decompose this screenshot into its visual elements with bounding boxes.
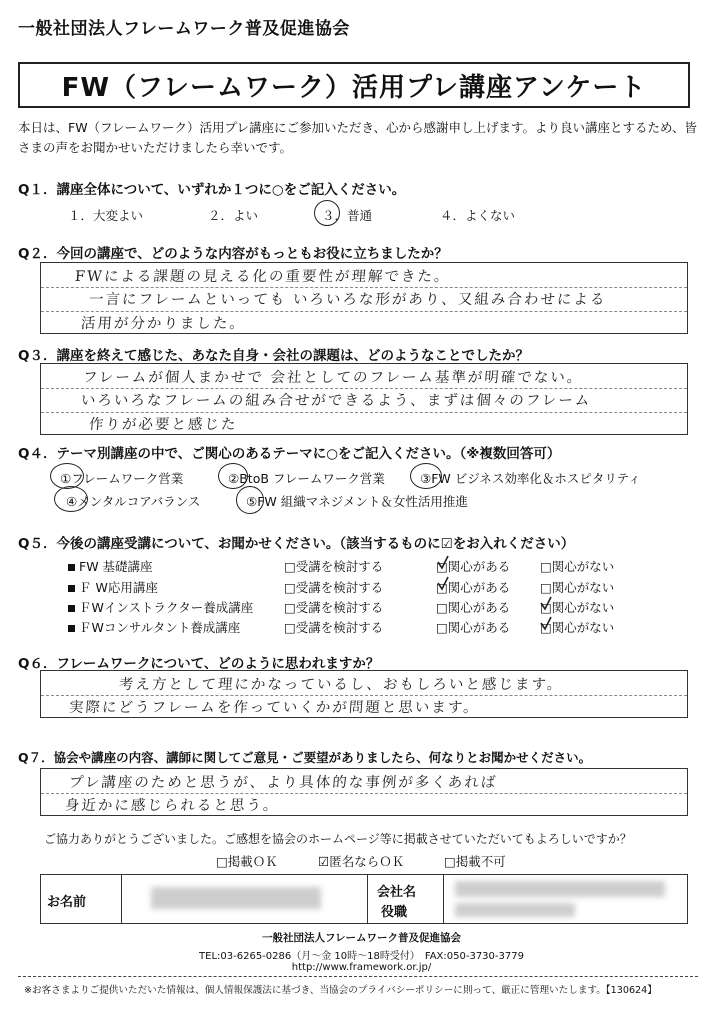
q5-row-4-course: ＦWコンサルタント養成講座 bbox=[68, 618, 240, 636]
check-mark-row-3 bbox=[541, 597, 551, 609]
organization-name: 一般社団法人フレームワーク普及促進協会 bbox=[18, 19, 350, 39]
company-label: 会社名 bbox=[377, 885, 417, 900]
q5-row-4-consider[interactable]: □受講を検討する bbox=[284, 620, 384, 635]
q2-question: Q２．今回の講座で、どのような内容がもっともお役に立ちましたか？ bbox=[18, 246, 448, 262]
q4-theme-1[interactable]: ①フレームワーク営業 bbox=[60, 471, 184, 486]
q1-question: Q１．講座全体について、いずれか１つに○をご記入ください。 bbox=[18, 182, 406, 198]
q2-answer-line-3: 活用が分かりました。 bbox=[80, 316, 247, 332]
company-redacted[interactable] bbox=[455, 881, 665, 897]
check-mark-row-2 bbox=[438, 577, 448, 589]
q5-row-1-consider[interactable]: □受講を検討する bbox=[284, 559, 384, 574]
consent-option-no[interactable]: □掲載不可 bbox=[444, 854, 506, 869]
q4-question: Q４．テーマ別講座の中で、ご関心のあるテーマに○をご記入ください。（※複数回答可） bbox=[18, 446, 561, 462]
footer-url[interactable]: http://www.framework.or.jp/ bbox=[291, 962, 432, 973]
q5-row-2-nointerest[interactable]: □関心がない bbox=[540, 580, 615, 595]
q6-answer-line-2: 実際にどうフレームを作っていくかが問題と思います。 bbox=[68, 700, 481, 716]
q6-answer-box[interactable] bbox=[40, 670, 688, 718]
q4-theme-5[interactable]: ⑤FW 組織マネジメント＆女性活用推進 bbox=[246, 494, 468, 509]
q7-answer-line-2: 身近かに感じられると思う。 bbox=[64, 798, 280, 814]
q2-answer-line-2: 一言にフレームといっても いろいろな形があり、又組み合わせによる bbox=[88, 292, 607, 308]
footer-privacy-note: ※お客さまよりご提供いただいた情報は、個人情報保護法に基づき、当協会のプライバシーポリシーに則って、厳正に管理いたします。【130624】 bbox=[24, 985, 657, 996]
check-mark-row-4 bbox=[541, 617, 551, 629]
q4-theme-2[interactable]: ②BtoB フレームワーク営業 bbox=[228, 471, 385, 486]
role-redacted[interactable] bbox=[455, 903, 575, 917]
q5-row-4-nointerest[interactable]: □関心がない bbox=[540, 620, 615, 635]
q3-question: Q３．講座を終えて感じた、あなた自身・会社の課題は、どのようなことでしたか？ bbox=[18, 348, 529, 364]
q6-question: Q６．フレームワークについて、どのように思われますか？ bbox=[18, 656, 380, 672]
q5-row-2-course: Ｆ W応用講座 bbox=[68, 578, 158, 596]
q4-theme-4[interactable]: ④メンタルコアバランス bbox=[66, 494, 201, 509]
q1-option-2[interactable]: ２．よい bbox=[208, 208, 259, 223]
q5-row-3-interest[interactable]: □関心がある bbox=[436, 600, 511, 615]
survey-title-text: FW（フレームワーク）活用プレ講座アンケート bbox=[61, 72, 647, 103]
q3-answer-line-2: いろいろなフレームの組み合せができるよう、まずは個々のフレーム bbox=[80, 393, 592, 409]
q6-answer-line-1: 考え方として理にかなっているし、おもしろいと感じます。 bbox=[118, 677, 564, 693]
q5-row-3-course: ＦWインストラクター養成講座 bbox=[68, 598, 253, 616]
consent-option-ok[interactable]: □掲載ＯＫ bbox=[216, 854, 278, 869]
footer-org: 一般社団法人フレームワーク普及促進協会 bbox=[261, 932, 462, 944]
check-mark-row-1 bbox=[438, 556, 448, 568]
consent-checked-mark: ☑ bbox=[318, 854, 330, 869]
q7-answer-box[interactable] bbox=[40, 768, 688, 816]
q5-row-3-nointerest[interactable]: □関心がない bbox=[540, 600, 615, 615]
consent-option-anonymous[interactable]: ☑匿名ならＯＫ bbox=[318, 854, 405, 869]
q7-question: Q７．協会や講座の内容、講師に関してご意見・ご要望がありましたら、何なりとお聞かせください。 bbox=[18, 750, 592, 765]
q2-answer-line-1: FWによる課題の見える化の重要性が理解できた。 bbox=[74, 269, 451, 285]
q3-answer-line-1: フレームが個人まかせで 会社としてのフレーム基準が明確でない。 bbox=[82, 370, 584, 386]
q5-row-1-course: FW 基礎講座 bbox=[68, 557, 153, 575]
name-label: お名前 bbox=[47, 895, 87, 910]
q7-answer-line-1: プレ講座のためと思うが、より具体的な事例が多くあれば bbox=[68, 775, 498, 791]
consent-question: ご協力ありがとうございました。ご感想を協会のホームページ等に掲載させていただいてもよろしいですか？ bbox=[44, 832, 632, 846]
q5-row-2-interest[interactable]: □関心がある bbox=[436, 580, 511, 595]
q4-theme-3[interactable]: ③FW ビジネス効率化＆ホスピタリティ bbox=[420, 471, 641, 486]
q5-row-2-consider[interactable]: □受講を検討する bbox=[284, 580, 384, 595]
q1-option-4[interactable]: ４．よくない bbox=[440, 208, 516, 223]
footer-contact: TEL:03-6265-0286（月～金 10時～18時受付） FAX:050-3730-3779 bbox=[199, 951, 524, 962]
q5-row-3-consider[interactable]: □受講を検討する bbox=[284, 600, 384, 615]
intro-text: 本日は、FW（フレームワーク）活用プレ講座にご参加いただき、心から感謝申し上げます。より良い講座とするため、皆さまの声をお聞かせいただけましたら幸いです。 bbox=[18, 120, 698, 155]
q1-option-3[interactable]: ３．普通 bbox=[322, 208, 373, 223]
role-label: 役職 bbox=[381, 905, 408, 920]
name-redacted[interactable] bbox=[151, 887, 321, 909]
q5-row-4-interest[interactable]: □関心がある bbox=[436, 620, 511, 635]
q3-answer-line-3: 作りが必要と感じた bbox=[88, 417, 238, 433]
q5-row-1-interest[interactable]: □関心がある bbox=[436, 559, 511, 574]
q5-question: Q５．今後の講座受講について、お聞かせください。（該当するものに☑をお入れください） bbox=[18, 536, 575, 552]
identity-box bbox=[40, 874, 688, 924]
q5-row-1-nointerest[interactable]: □関心がない bbox=[540, 559, 615, 574]
q1-option-1[interactable]: １．大変よい bbox=[68, 208, 144, 223]
